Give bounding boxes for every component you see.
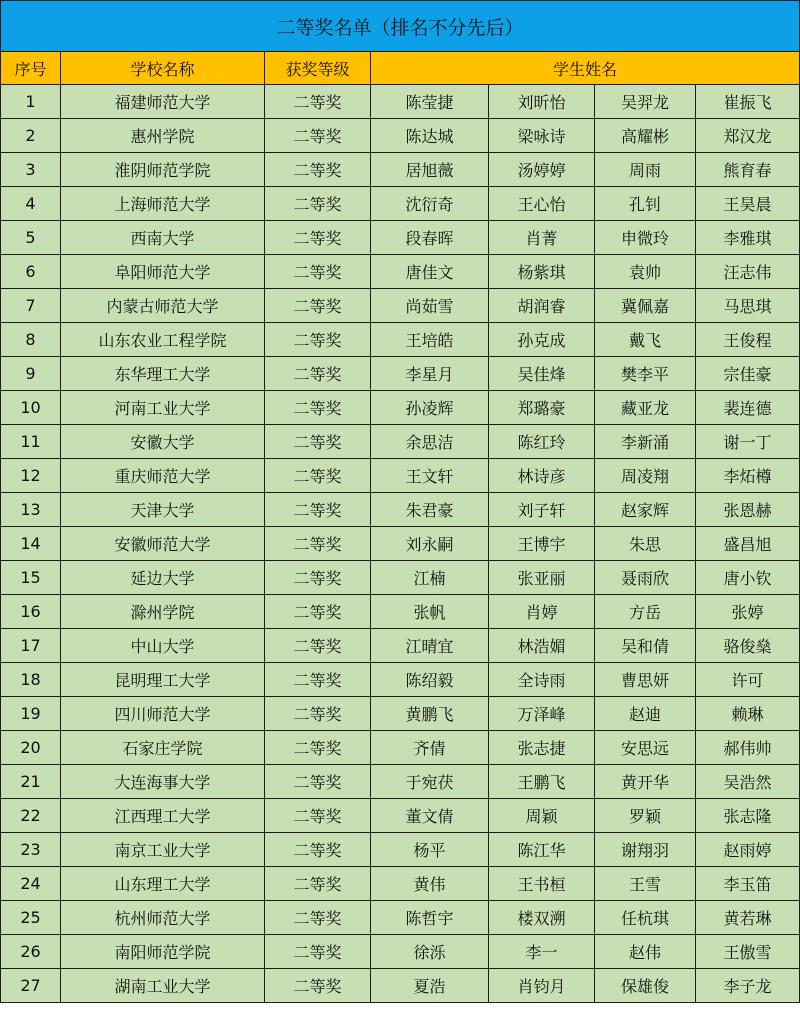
student-name-cell: 胡润睿 <box>489 289 595 323</box>
student-name-cell: 全诗雨 <box>489 663 595 697</box>
student-name-cell: 樊李平 <box>595 357 696 391</box>
award-level-cell: 二等奖 <box>265 119 371 153</box>
student-name-cell: 郝伟帅 <box>696 731 800 765</box>
student-name-cell: 冀佩嘉 <box>595 289 696 323</box>
student-name-cell: 段春晖 <box>371 221 489 255</box>
student-name-cell: 罗颖 <box>595 799 696 833</box>
student-name-cell: 张亚丽 <box>489 561 595 595</box>
row-index-cell: 12 <box>1 459 61 493</box>
student-name-cell: 谢翔羽 <box>595 833 696 867</box>
student-name-cell: 陈绍毅 <box>371 663 489 697</box>
award-level-cell: 二等奖 <box>265 833 371 867</box>
student-name-cell: 吴和倩 <box>595 629 696 663</box>
award-level-cell: 二等奖 <box>265 595 371 629</box>
student-name-cell: 赵雨婷 <box>696 833 800 867</box>
student-name-cell: 齐倩 <box>371 731 489 765</box>
table-row <box>1 697 800 731</box>
student-name-cell: 杨平 <box>371 833 489 867</box>
student-name-cell: 肖菁 <box>489 221 595 255</box>
student-name-cell: 王俊程 <box>696 323 800 357</box>
award-level-cell: 二等奖 <box>265 493 371 527</box>
table-row <box>1 187 800 221</box>
table-row <box>1 255 800 289</box>
school-name-cell: 石家庄学院 <box>61 731 265 765</box>
student-name-cell: 李星月 <box>371 357 489 391</box>
student-name-cell: 沈衍奇 <box>371 187 489 221</box>
student-name-cell: 黄开华 <box>595 765 696 799</box>
award-level-cell: 二等奖 <box>265 765 371 799</box>
award-level-cell: 二等奖 <box>265 629 371 663</box>
table-row <box>1 289 800 323</box>
table-row <box>1 493 800 527</box>
table-row <box>1 459 800 493</box>
school-name-cell: 上海师范大学 <box>61 187 265 221</box>
table-row <box>1 935 800 969</box>
student-name-cell: 孔钊 <box>595 187 696 221</box>
school-name-cell: 昆明理工大学 <box>61 663 265 697</box>
table-row <box>1 595 800 629</box>
student-name-cell: 安思远 <box>595 731 696 765</box>
table-row <box>1 561 800 595</box>
student-name-cell: 黄若琳 <box>696 901 800 935</box>
title-row <box>1 1 800 52</box>
award-level-cell: 二等奖 <box>265 187 371 221</box>
row-index-cell: 9 <box>1 357 61 391</box>
student-name-cell: 高耀彬 <box>595 119 696 153</box>
school-name-cell: 安徽大学 <box>61 425 265 459</box>
student-name-cell: 王文轩 <box>371 459 489 493</box>
row-index-cell: 22 <box>1 799 61 833</box>
student-name-cell: 万泽峰 <box>489 697 595 731</box>
student-name-cell: 夏浩 <box>371 969 489 1003</box>
student-name-cell: 崔振飞 <box>696 85 800 119</box>
student-name-cell: 孙凌辉 <box>371 391 489 425</box>
student-name-cell: 熊育春 <box>696 153 800 187</box>
school-name-cell: 江西理工大学 <box>61 799 265 833</box>
table-row <box>1 323 800 357</box>
student-name-cell: 裴连德 <box>696 391 800 425</box>
student-name-cell: 方岳 <box>595 595 696 629</box>
student-name-cell: 梁咏诗 <box>489 119 595 153</box>
student-name-cell: 王心怡 <box>489 187 595 221</box>
student-name-cell: 肖钧月 <box>489 969 595 1003</box>
row-index-cell: 16 <box>1 595 61 629</box>
row-index-cell: 13 <box>1 493 61 527</box>
student-name-cell: 张志隆 <box>696 799 800 833</box>
student-name-cell: 保雄俊 <box>595 969 696 1003</box>
row-index-cell: 7 <box>1 289 61 323</box>
table-row <box>1 357 800 391</box>
table-row <box>1 663 800 697</box>
header-row <box>1 52 800 85</box>
school-name-cell: 阜阳师范大学 <box>61 255 265 289</box>
student-name-cell: 聂雨欣 <box>595 561 696 595</box>
row-index-cell: 23 <box>1 833 61 867</box>
student-name-cell: 王昊晨 <box>696 187 800 221</box>
student-name-cell: 王书桓 <box>489 867 595 901</box>
award-level-cell: 二等奖 <box>265 663 371 697</box>
school-name-cell: 延边大学 <box>61 561 265 595</box>
student-name-cell: 董文倩 <box>371 799 489 833</box>
award-level-cell: 二等奖 <box>265 323 371 357</box>
student-name-cell: 于宛茯 <box>371 765 489 799</box>
header-students: 学生姓名 <box>371 52 800 85</box>
table-row <box>1 629 800 663</box>
student-name-cell: 郑璐豪 <box>489 391 595 425</box>
student-name-cell: 吴浩然 <box>696 765 800 799</box>
award-level-cell: 二等奖 <box>265 425 371 459</box>
student-name-cell: 赖琳 <box>696 697 800 731</box>
student-name-cell: 袁帅 <box>595 255 696 289</box>
student-name-cell: 吴佳烽 <box>489 357 595 391</box>
row-index-cell: 25 <box>1 901 61 935</box>
student-name-cell: 江楠 <box>371 561 489 595</box>
student-name-cell: 李玉笛 <box>696 867 800 901</box>
award-level-cell: 二等奖 <box>265 391 371 425</box>
award-level-cell: 二等奖 <box>265 867 371 901</box>
school-name-cell: 天津大学 <box>61 493 265 527</box>
student-name-cell: 张婷 <box>696 595 800 629</box>
award-level-cell: 二等奖 <box>265 459 371 493</box>
student-name-cell: 骆俊燊 <box>696 629 800 663</box>
school-name-cell: 安徽师范大学 <box>61 527 265 561</box>
school-name-cell: 四川师范大学 <box>61 697 265 731</box>
row-index-cell: 26 <box>1 935 61 969</box>
table-row <box>1 833 800 867</box>
award-level-cell: 二等奖 <box>265 357 371 391</box>
student-name-cell: 刘子轩 <box>489 493 595 527</box>
header-index: 序号 <box>1 52 61 85</box>
student-name-cell: 赵迪 <box>595 697 696 731</box>
school-name-cell: 福建师范大学 <box>61 85 265 119</box>
table-row <box>1 969 800 1003</box>
student-name-cell: 朱君豪 <box>371 493 489 527</box>
row-index-cell: 21 <box>1 765 61 799</box>
school-name-cell: 内蒙古师范大学 <box>61 289 265 323</box>
table-row <box>1 867 800 901</box>
student-name-cell: 李雅琪 <box>696 221 800 255</box>
school-name-cell: 山东理工大学 <box>61 867 265 901</box>
student-name-cell: 余思洁 <box>371 425 489 459</box>
school-name-cell: 南阳师范学院 <box>61 935 265 969</box>
student-name-cell: 戴飞 <box>595 323 696 357</box>
student-name-cell: 楼双溯 <box>489 901 595 935</box>
student-name-cell: 尚茹雪 <box>371 289 489 323</box>
award-level-cell: 二等奖 <box>265 935 371 969</box>
student-name-cell: 赵家辉 <box>595 493 696 527</box>
row-index-cell: 17 <box>1 629 61 663</box>
student-name-cell: 陈达城 <box>371 119 489 153</box>
student-name-cell: 赵伟 <box>595 935 696 969</box>
school-name-cell: 湖南工业大学 <box>61 969 265 1003</box>
student-name-cell: 张恩赫 <box>696 493 800 527</box>
student-name-cell: 唐佳文 <box>371 255 489 289</box>
row-index-cell: 4 <box>1 187 61 221</box>
award-level-cell: 二等奖 <box>265 255 371 289</box>
student-name-cell: 马思琪 <box>696 289 800 323</box>
student-name-cell: 唐小钦 <box>696 561 800 595</box>
student-name-cell: 林诗彦 <box>489 459 595 493</box>
student-name-cell: 王鹏飞 <box>489 765 595 799</box>
table-row <box>1 119 800 153</box>
student-name-cell: 吴羿龙 <box>595 85 696 119</box>
school-name-cell: 南京工业大学 <box>61 833 265 867</box>
student-name-cell: 陈莹捷 <box>371 85 489 119</box>
student-name-cell: 朱思 <box>595 527 696 561</box>
header-award-level: 获奖等级 <box>265 52 371 85</box>
table-row <box>1 425 800 459</box>
student-name-cell: 李子龙 <box>696 969 800 1003</box>
student-name-cell: 张志捷 <box>489 731 595 765</box>
student-name-cell: 王博宇 <box>489 527 595 561</box>
row-index-cell: 19 <box>1 697 61 731</box>
student-name-cell: 谢一丁 <box>696 425 800 459</box>
school-name-cell: 山东农业工程学院 <box>61 323 265 357</box>
award-level-cell: 二等奖 <box>265 799 371 833</box>
student-name-cell: 许可 <box>696 663 800 697</box>
school-name-cell: 河南工业大学 <box>61 391 265 425</box>
table-body <box>1 1 800 1003</box>
row-index-cell: 3 <box>1 153 61 187</box>
row-index-cell: 18 <box>1 663 61 697</box>
student-name-cell: 陈哲宇 <box>371 901 489 935</box>
row-index-cell: 14 <box>1 527 61 561</box>
table-row <box>1 527 800 561</box>
student-name-cell: 王傲雪 <box>696 935 800 969</box>
student-name-cell: 张帆 <box>371 595 489 629</box>
school-name-cell: 中山大学 <box>61 629 265 663</box>
award-level-cell: 二等奖 <box>265 969 371 1003</box>
row-index-cell: 5 <box>1 221 61 255</box>
student-name-cell: 陈江华 <box>489 833 595 867</box>
student-name-cell: 肖婷 <box>489 595 595 629</box>
school-name-cell: 东华理工大学 <box>61 357 265 391</box>
table-row <box>1 799 800 833</box>
student-name-cell: 刘昕怡 <box>489 85 595 119</box>
student-name-cell: 周颖 <box>489 799 595 833</box>
student-name-cell: 黄伟 <box>371 867 489 901</box>
school-name-cell: 大连海事大学 <box>61 765 265 799</box>
award-level-cell: 二等奖 <box>265 901 371 935</box>
table-row <box>1 731 800 765</box>
award-level-cell: 二等奖 <box>265 731 371 765</box>
student-name-cell: 孙克成 <box>489 323 595 357</box>
student-name-cell: 宗佳豪 <box>696 357 800 391</box>
row-index-cell: 15 <box>1 561 61 595</box>
award-level-cell: 二等奖 <box>265 527 371 561</box>
award-level-cell: 二等奖 <box>265 697 371 731</box>
award-level-cell: 二等奖 <box>265 85 371 119</box>
header-school: 学校名称 <box>61 52 265 85</box>
student-name-cell: 周凌翔 <box>595 459 696 493</box>
award-level-cell: 二等奖 <box>265 561 371 595</box>
school-name-cell: 滁州学院 <box>61 595 265 629</box>
school-name-cell: 淮阴师范学院 <box>61 153 265 187</box>
row-index-cell: 1 <box>1 85 61 119</box>
table-row <box>1 391 800 425</box>
award-level-cell: 二等奖 <box>265 221 371 255</box>
student-name-cell: 申微玲 <box>595 221 696 255</box>
row-index-cell: 11 <box>1 425 61 459</box>
row-index-cell: 10 <box>1 391 61 425</box>
school-name-cell: 重庆师范大学 <box>61 459 265 493</box>
student-name-cell: 王培皓 <box>371 323 489 357</box>
table-row <box>1 901 800 935</box>
student-name-cell: 李新涌 <box>595 425 696 459</box>
row-index-cell: 2 <box>1 119 61 153</box>
row-index-cell: 20 <box>1 731 61 765</box>
student-name-cell: 李炻樽 <box>696 459 800 493</box>
student-name-cell: 盛昌旭 <box>696 527 800 561</box>
student-name-cell: 王雪 <box>595 867 696 901</box>
student-name-cell: 曹思妍 <box>595 663 696 697</box>
row-index-cell: 8 <box>1 323 61 357</box>
row-index-cell: 6 <box>1 255 61 289</box>
student-name-cell: 任杭琪 <box>595 901 696 935</box>
student-name-cell: 郑汉龙 <box>696 119 800 153</box>
school-name-cell: 西南大学 <box>61 221 265 255</box>
student-name-cell: 周雨 <box>595 153 696 187</box>
student-name-cell: 李一 <box>489 935 595 969</box>
school-name-cell: 惠州学院 <box>61 119 265 153</box>
table-title: 二等奖名单（排名不分先后） <box>1 1 800 52</box>
student-name-cell: 林浩媚 <box>489 629 595 663</box>
student-name-cell: 杨紫琪 <box>489 255 595 289</box>
student-name-cell: 藏亚龙 <box>595 391 696 425</box>
student-name-cell: 徐泺 <box>371 935 489 969</box>
row-index-cell: 24 <box>1 867 61 901</box>
student-name-cell: 汪志伟 <box>696 255 800 289</box>
table-row <box>1 85 800 119</box>
student-name-cell: 汤婷婷 <box>489 153 595 187</box>
table-row <box>1 153 800 187</box>
student-name-cell: 居旭薇 <box>371 153 489 187</box>
student-name-cell: 黄鹏飞 <box>371 697 489 731</box>
table-row <box>1 765 800 799</box>
student-name-cell: 陈红玲 <box>489 425 595 459</box>
student-name-cell: 刘永嗣 <box>371 527 489 561</box>
row-index-cell: 27 <box>1 969 61 1003</box>
table-row <box>1 221 800 255</box>
student-name-cell: 江晴宜 <box>371 629 489 663</box>
school-name-cell: 杭州师范大学 <box>61 901 265 935</box>
award-level-cell: 二等奖 <box>265 289 371 323</box>
award-level-cell: 二等奖 <box>265 153 371 187</box>
